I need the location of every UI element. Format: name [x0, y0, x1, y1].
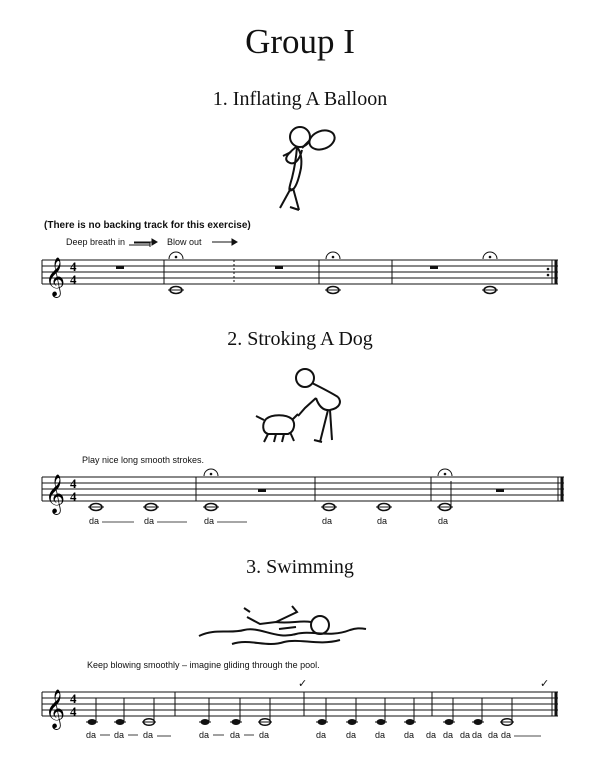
staff-2 — [42, 477, 564, 501]
lyric-syllable: da — [144, 516, 155, 526]
lyric-syllable: da — [472, 730, 483, 740]
lyric-syllable: da — [375, 730, 386, 740]
breath-mark-icon: ✓ — [540, 677, 550, 690]
staff-1 — [42, 243, 558, 284]
time-signature-top: 4 — [70, 691, 77, 706]
lyric-syllable: da — [114, 730, 125, 740]
staff-1-arrows — [134, 239, 237, 245]
lyric-syllable: da — [426, 730, 437, 740]
page-title: Group I — [245, 22, 355, 61]
staff-3 — [42, 692, 558, 716]
time-signature-bottom: 4 — [70, 272, 77, 287]
balloon-figure-illustration — [280, 127, 337, 210]
exercise-2-note: Play nice long smooth strokes. — [82, 455, 205, 465]
whole-rest — [116, 266, 124, 269]
lyric-syllable: da — [377, 516, 388, 526]
lyric-syllable: da — [89, 516, 100, 526]
time-signature-bottom: 4 — [70, 489, 77, 504]
time-signature-top: 4 — [70, 259, 77, 274]
lyric-syllable: da — [143, 730, 154, 740]
lyric-syllable: da — [438, 516, 449, 526]
cue-blow-out: Blow out — [167, 237, 202, 247]
lyric-syllable: da — [230, 730, 241, 740]
time-signature-top: 4 — [70, 476, 77, 491]
whole-rest — [275, 266, 283, 269]
half-rest — [496, 489, 504, 492]
lyric-syllable: da — [488, 730, 499, 740]
lyric-syllable: da — [501, 730, 512, 740]
lyric-syllable: da — [204, 516, 215, 526]
exercise-1-note: (There is no backing track for this exercise) — [44, 220, 251, 231]
treble-clef-icon: 𝄞 — [45, 474, 66, 514]
swimmer-figure-illustration — [199, 606, 366, 644]
lyric-syllable: da — [404, 730, 415, 740]
lyric-syllable: da — [316, 730, 327, 740]
lyric-syllable: da — [322, 516, 333, 526]
lyric-syllable: da — [460, 730, 471, 740]
lyric-syllable: da — [346, 730, 357, 740]
treble-clef-icon: 𝄞 — [45, 257, 66, 297]
breath-mark-icon: ✓ — [298, 677, 308, 690]
exercise-2-title: 2. Stroking A Dog — [227, 328, 373, 350]
exercise-1-title: 1. Inflating A Balloon — [212, 88, 388, 110]
lyric-syllable: da — [199, 730, 210, 740]
treble-clef-icon: 𝄞 — [45, 689, 66, 729]
whole-rest — [430, 266, 438, 269]
dog-figure-illustration — [256, 369, 340, 442]
cue-breath-in: Deep breath in — [66, 237, 126, 247]
lyric-syllable: da — [259, 730, 270, 740]
lyric-syllable: da — [86, 730, 97, 740]
lyric-syllable: da — [443, 730, 454, 740]
exercise-3-note: Keep blowing smoothly – imagine gliding through the pool. — [87, 660, 320, 670]
time-signature-bottom: 4 — [70, 704, 77, 719]
exercise-3-title: 3. Swimming — [246, 556, 354, 578]
half-rest — [258, 489, 266, 492]
